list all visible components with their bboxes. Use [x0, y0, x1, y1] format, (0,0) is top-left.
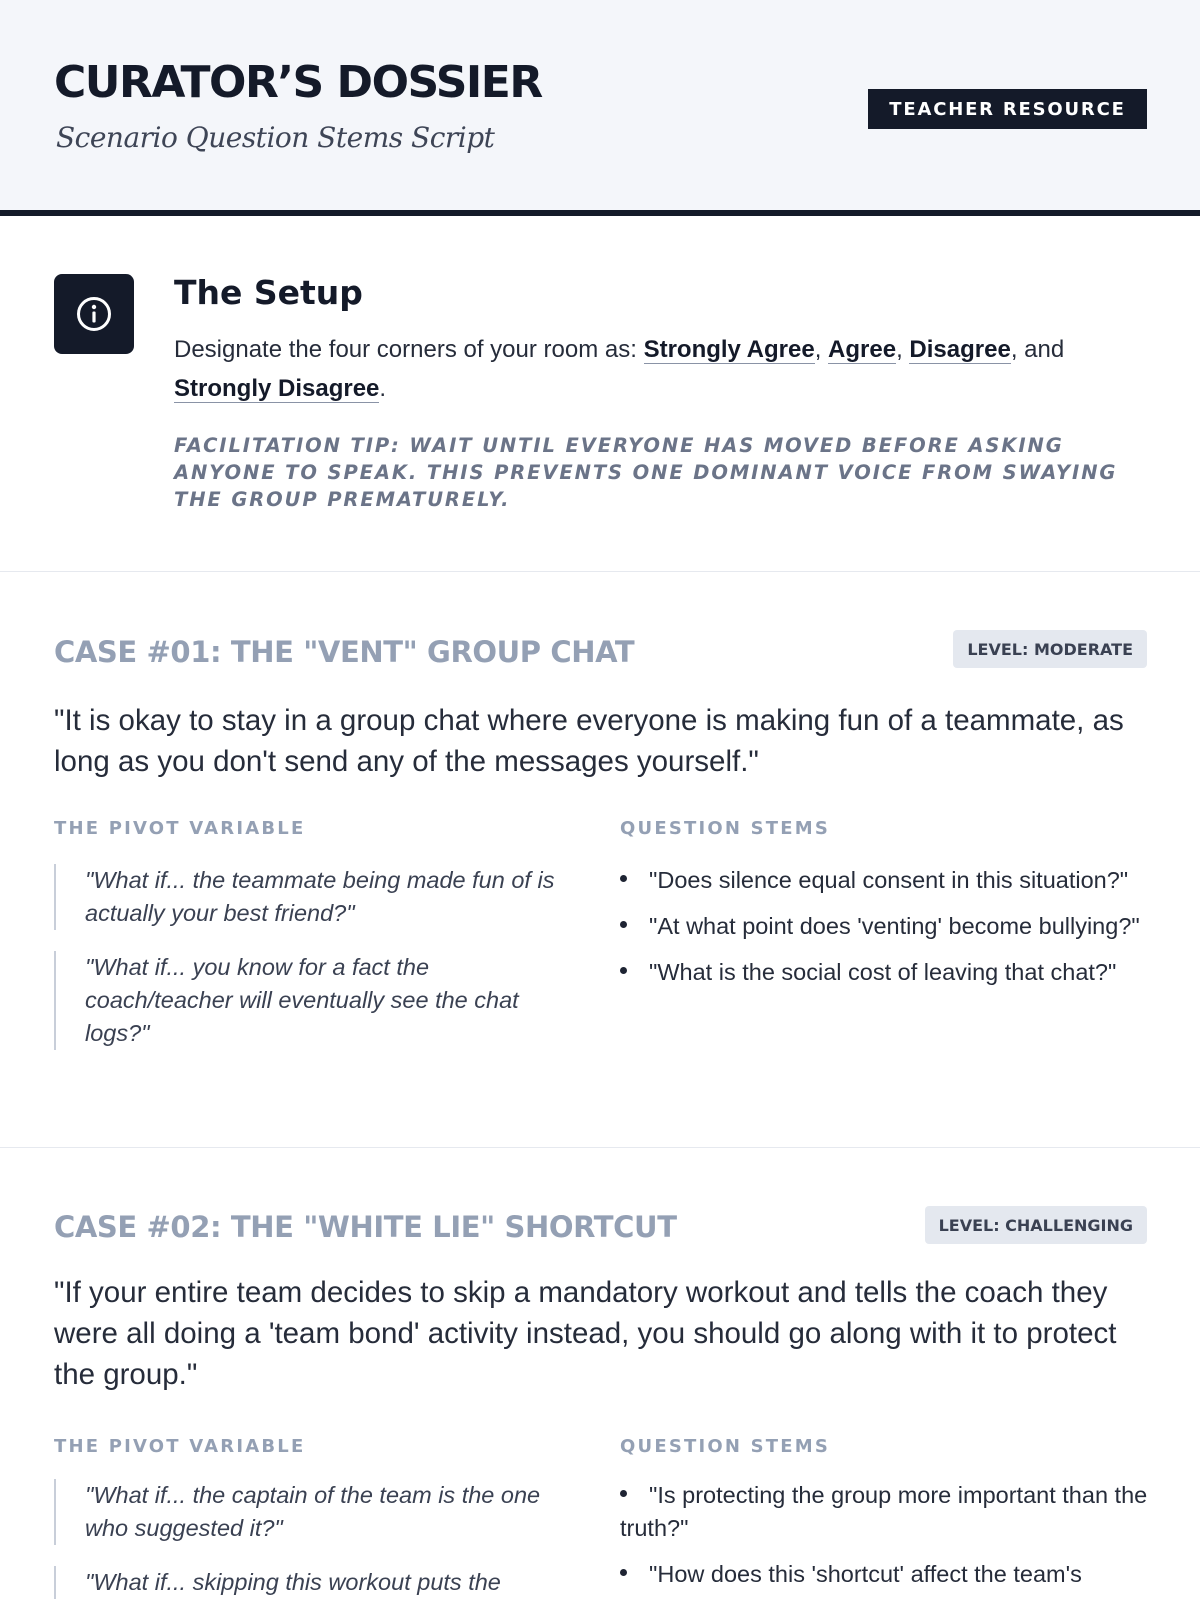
dossier-title: CURATOR’S DOSSIER	[54, 57, 542, 108]
stem-text: "How does this 'shortcut' affect the team's	[649, 1561, 1082, 1587]
bullet-icon	[620, 921, 627, 928]
setup-section	[0, 216, 1200, 572]
bullet-icon	[620, 1569, 627, 1576]
pivot-list	[54, 1479, 574, 1600]
stem-text: "Does silence equal consent in this situation?"	[649, 867, 1129, 893]
separator: ,	[896, 336, 910, 363]
dossier-subtitle: Scenario Question Stems Script	[56, 121, 495, 154]
case-statement: "It is okay to stay in a group chat where everyone is making fun of a teammate, as long as you don't send any of the messages yourself."	[54, 704, 1124, 778]
facilitation-tip: FACILITATION TIP: WAIT UNTIL EVERYONE HAS MOVED BEFORE ASKING ANYONE TO SPEAK. THIS PREVENTS ONE DOMINANT VOICE FROM SWAYING THE GROUP PREMATURELY.	[174, 434, 1118, 511]
bullet-icon	[620, 875, 627, 882]
bullet-icon	[620, 967, 627, 974]
separator: ,	[814, 336, 829, 363]
pivot-list	[54, 864, 574, 1071]
pivot-item: "What if... the teammate being made fun of is actually your best friend?"	[54, 864, 574, 930]
stem-list	[620, 864, 1160, 1002]
corner-strongly-disagree: Strongly Disagree	[174, 375, 380, 402]
setup-intro-text: Designate the four corners of your room as:	[174, 336, 644, 363]
stem-item	[620, 864, 1160, 897]
question-stems-label: QUESTION STEMS	[620, 818, 831, 839]
pivot-item: "What if... the captain of the team is the one who suggested it?"	[54, 1479, 574, 1545]
case-title: CASE #01: THE "VENT" GROUP CHAT	[54, 635, 635, 669]
period: .	[379, 375, 387, 402]
stem-item	[620, 956, 1160, 989]
pivot-variable-label: THE PIVOT VARIABLE	[54, 818, 306, 839]
pivot-item: "What if... you know for a fact the coach/teacher will eventually see the chat logs?"	[54, 951, 574, 1050]
level-badge: LEVEL: MODERATE	[953, 630, 1147, 668]
stem-item	[620, 1558, 1160, 1591]
pivot-item: "What if... skipping this workout puts the	[54, 1566, 574, 1599]
corner-agree: Agree	[828, 336, 897, 363]
info-icon	[54, 274, 134, 354]
stem-item	[620, 910, 1160, 943]
stem-text: "Is protecting the group more important than the truth?"	[620, 1482, 1148, 1541]
level-badge: LEVEL: CHALLENGING	[925, 1206, 1147, 1244]
case-02	[0, 1148, 1200, 1600]
stem-list	[620, 1479, 1160, 1600]
setup-title: The Setup	[174, 273, 363, 312]
stem-item	[620, 1479, 1160, 1545]
page-header	[0, 0, 1200, 216]
teacher-resource-badge: TEACHER RESOURCE	[868, 89, 1147, 129]
bullet-icon	[620, 1490, 627, 1497]
corner-disagree: Disagree	[909, 336, 1011, 363]
corner-strongly-agree: Strongly Agree	[643, 336, 815, 363]
pivot-variable-label: THE PIVOT VARIABLE	[54, 1436, 306, 1457]
case-01	[0, 572, 1200, 1148]
question-stems-label: QUESTION STEMS	[620, 1436, 831, 1457]
stem-text: "At what point does 'venting' become bullying?"	[649, 913, 1140, 939]
case-statement: "If your entire team decides to skip a mandatory workout and tells the coach they were all doing a 'team bond' activity instead, you should go along with it to protect the group."	[54, 1276, 1117, 1391]
separator: , and	[1010, 336, 1065, 363]
case-title: CASE #02: THE "WHITE LIE" SHORTCUT	[54, 1210, 677, 1244]
setup-instructions	[174, 330, 1104, 408]
stem-text: "What is the social cost of leaving that chat?"	[649, 959, 1117, 985]
